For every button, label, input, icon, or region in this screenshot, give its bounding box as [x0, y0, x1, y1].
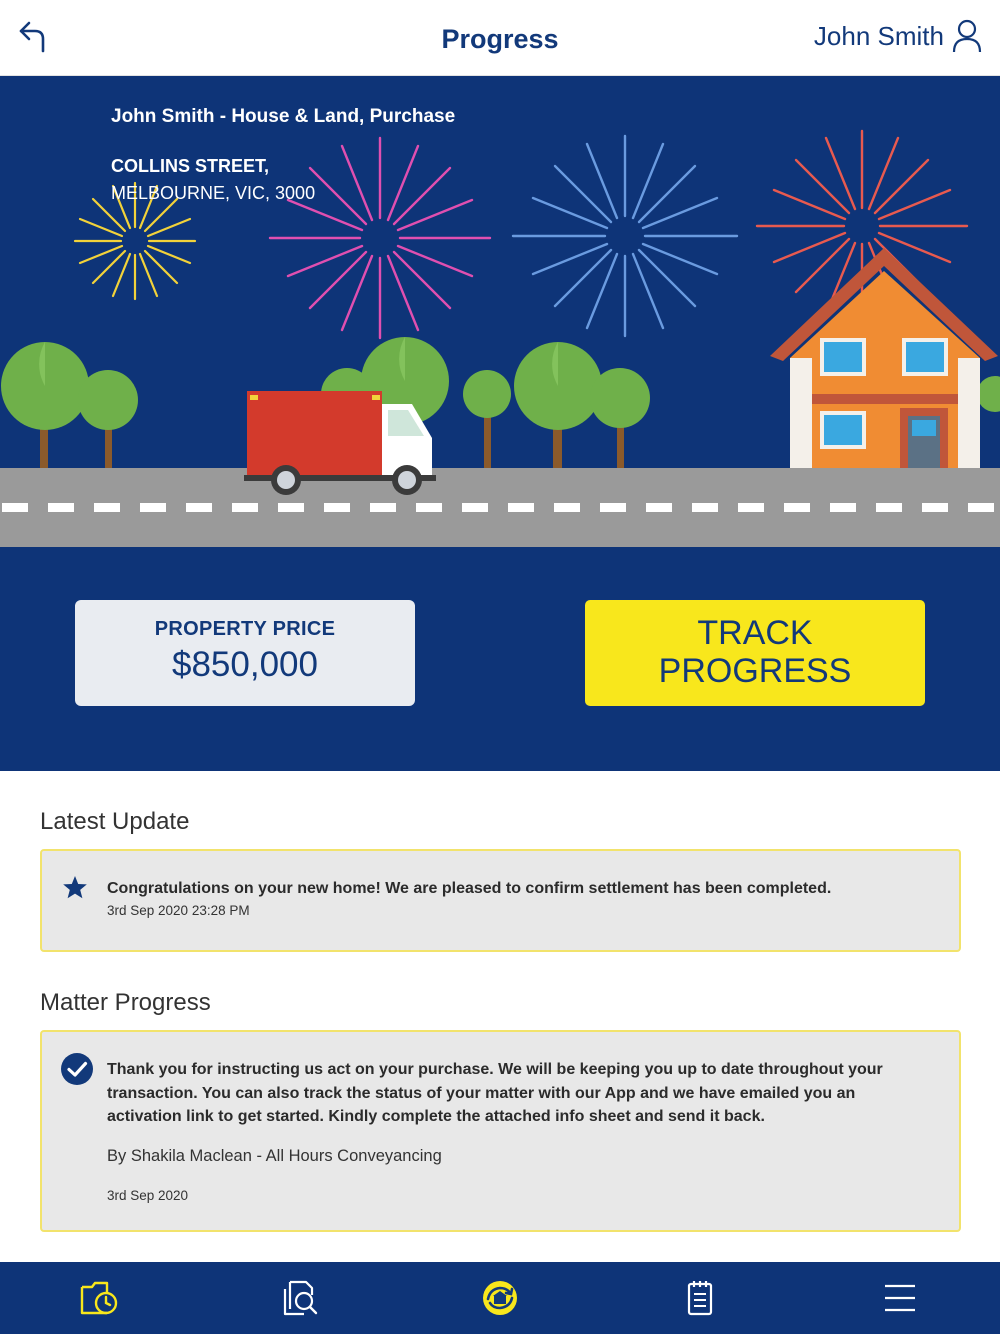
house — [770, 248, 998, 468]
latest-update-card — [40, 849, 961, 952]
track-progress-label-line1: TRACK — [697, 614, 813, 652]
progress-folder-icon — [79, 1279, 119, 1317]
app-header — [0, 0, 1000, 76]
matter-progress-line-2: transaction. You can also track the status of your matter with our App and we have emailed you an — [107, 1084, 856, 1102]
matter-progress-line-1: Thank you for instructing us act on your purchase. We will be keeping you up to date throughout your — [107, 1061, 883, 1078]
nav-track-progress[interactable] — [480, 1279, 520, 1317]
track-progress-label-line2: PROGRESS — [658, 652, 852, 690]
matter-title: John Smith - House & Land, Purchase — [111, 106, 456, 127]
moving-truck — [244, 391, 436, 495]
property-price-label: PROPERTY PRICE — [154, 618, 336, 640]
menu-icon — [880, 1279, 920, 1317]
property-price-value: $850,000 — [172, 645, 318, 684]
star-icon — [62, 875, 88, 900]
property-price-card — [75, 600, 415, 706]
user-profile-button[interactable] — [814, 18, 982, 54]
nav-progress[interactable] — [79, 1279, 119, 1317]
matter-progress-card — [40, 1030, 961, 1232]
latest-update-message: Congratulations on your new home! We are pleased to confirm settlement has been completed. — [107, 880, 832, 897]
bottom-navigation — [0, 1262, 1000, 1334]
track-progress-icon — [480, 1279, 520, 1317]
document-search-icon — [280, 1279, 320, 1317]
user-name: John Smith — [813, 20, 944, 51]
user-icon — [952, 19, 982, 53]
latest-update-heading: Latest Update — [40, 808, 190, 835]
property-street: COLLINS STREET, — [111, 156, 270, 176]
property-suburb: MELBOURNE, VIC, 3000 — [111, 183, 316, 203]
matter-progress-author: By Shakila Maclean - All Hours Conveyancing — [107, 1147, 442, 1165]
latest-update-date: 3rd Sep 2020 23:28 PM — [107, 903, 250, 918]
nav-menu[interactable] — [880, 1279, 920, 1317]
hero-banner — [0, 76, 1000, 771]
matter-progress-date: 3rd Sep 2020 — [107, 1188, 189, 1203]
firework-blue — [513, 136, 737, 336]
matter-progress-message — [107, 1058, 883, 1129]
nav-checklist[interactable] — [680, 1279, 720, 1317]
matter-progress-heading: Matter Progress — [40, 989, 211, 1016]
check-circle-icon — [60, 1052, 94, 1086]
matter-progress-line-3: activation link to get started. Kindly complete the attached info sheet and send it back. — [107, 1108, 765, 1125]
firework-pink — [270, 138, 490, 338]
nav-documents[interactable] — [280, 1279, 320, 1317]
page-title: Progress — [441, 24, 559, 54]
track-progress-button[interactable] — [585, 600, 925, 706]
clipboard-icon — [680, 1279, 720, 1317]
settlement-illustration — [0, 76, 1000, 556]
